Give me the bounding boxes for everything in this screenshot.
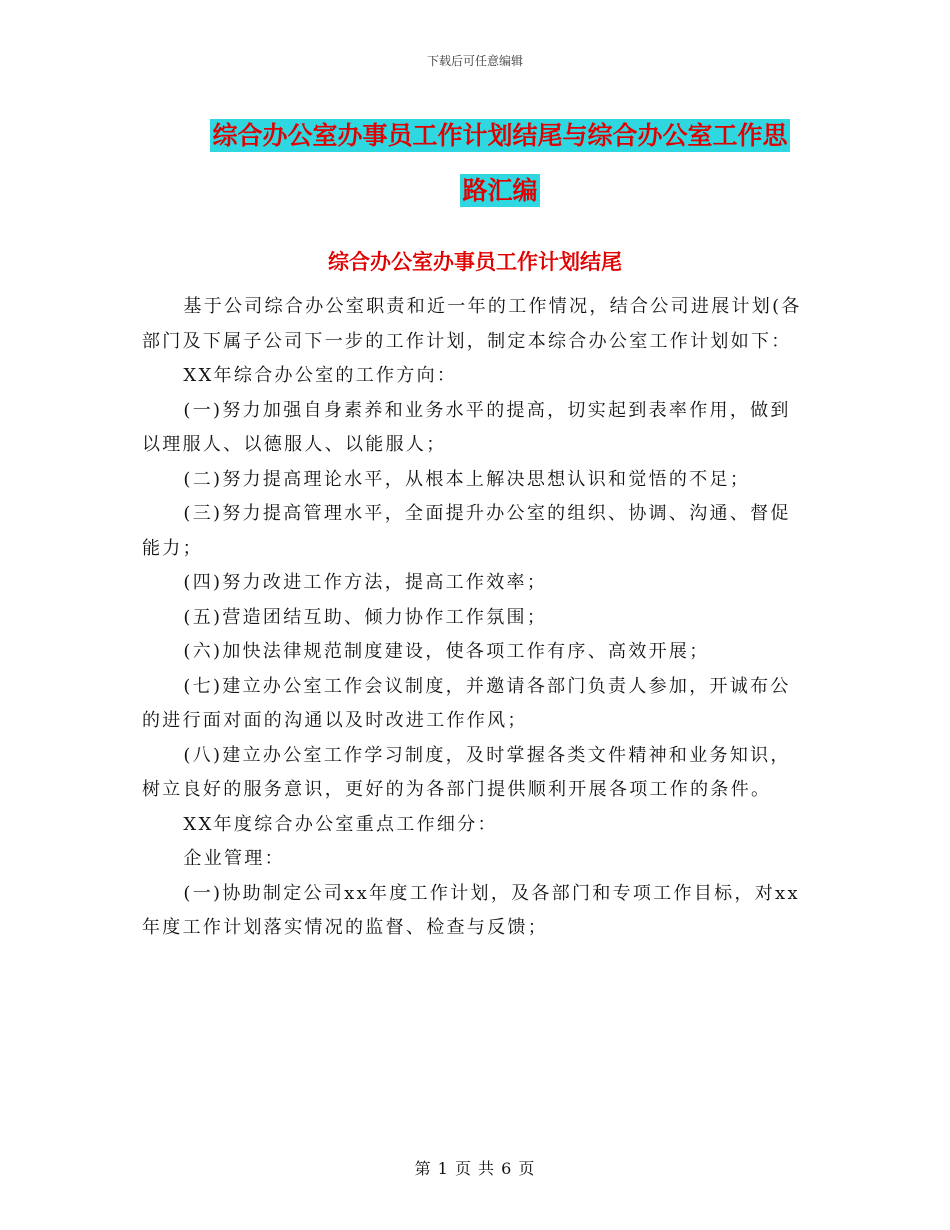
section-title: 综合办公室办事员工作计划结尾: [328, 250, 622, 274]
paragraph-management-item-1: (一)协助制定公司xx年度工作计划，及各部门和专项工作目标，对xx年度工作计划落实情况的监督、检查与反馈；: [142, 882, 800, 938]
paragraph-item-1: (一)努力加强自身素养和业务水平的提高，切实起到表率作用，做到以理服人、以德服人、以能服人；: [142, 399, 791, 455]
document-title-line-1: 综合办公室办事员工作计划结尾与综合办公室工作思: [212, 121, 788, 150]
page-header-note: 下载后可任意编辑: [426, 54, 523, 68]
page-number-footer: 第 1 页 共 6 页: [414, 1159, 536, 1178]
paragraph-item-2: (二)努力提高理论水平，从根本上解决思想认识和觉悟的不足；: [183, 468, 751, 490]
document-title-line-2: 路汇编: [462, 176, 538, 205]
paragraph-item-3: (三)努力提高管理水平，全面提升办公室的组织、协调、沟通、督促能力；: [142, 503, 791, 559]
paragraph-item-5: (五)营造团结互助、倾力协作工作氛围；: [183, 606, 548, 628]
paragraph-item-6: (六)加快法律规范制度建设，使各项工作有序、高效开展；: [183, 641, 710, 662]
paragraph-direction-heading: XX年综合办公室的工作方向：: [183, 365, 458, 386]
document-title: [150, 108, 850, 218]
paragraph-intro: 基于公司综合办公室职责和近一年的工作情况，结合公司进展计划(各部门及下属子公司下一步的工作计划，制定本综合办公室工作计划如下：: [142, 296, 802, 352]
paragraph-enterprise-management: 企业管理：: [183, 848, 285, 869]
body-text: [142, 290, 810, 946]
paragraph-item-4: (四)努力改进工作方法，提高工作效率；: [183, 572, 548, 593]
paragraph-key-work-heading: XX年度综合办公室重点工作细分：: [183, 813, 498, 835]
paragraph-item-7: (七)建立办公室工作会议制度，并邀请各部门负责人参加，开诚布公的进行面对面的沟通以及时改进工作作风；: [142, 675, 791, 731]
paragraph-item-8: (八)建立办公室工作学习制度，及时掌握各类文件精神和业务知识，树立良好的服务意识，更好的为各部门提供顺利开展各项工作的条件。: [142, 744, 791, 800]
